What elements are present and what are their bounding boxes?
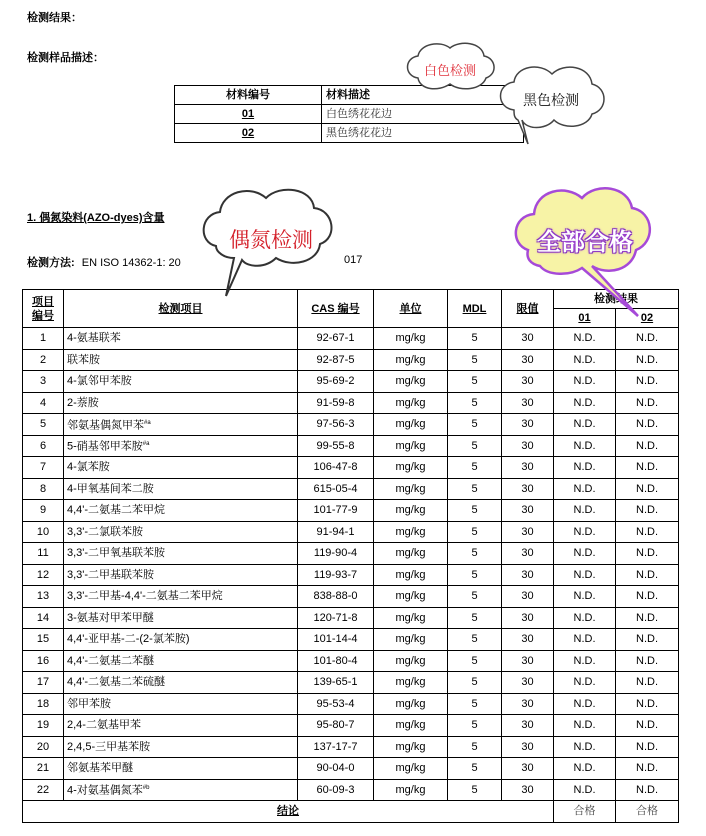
footnote-mark: #a <box>142 441 150 448</box>
row-result-01: N.D. <box>554 414 616 436</box>
row-limit: 30 <box>502 672 554 694</box>
row-result-01: N.D. <box>554 586 616 608</box>
row-limit: 30 <box>502 779 554 801</box>
row-mdl: 5 <box>448 414 502 436</box>
row-mdl: 5 <box>448 564 502 586</box>
sample-id: 02 <box>175 124 322 143</box>
row-no: 10 <box>23 521 64 543</box>
row-limit: 30 <box>502 435 554 457</box>
row-no: 13 <box>23 586 64 608</box>
row-item-name: 4-对氨基偶氮苯$^{\#b}$ <box>64 779 298 801</box>
row-cas: 137-17-7 <box>298 736 374 758</box>
row-unit: mg/kg <box>374 435 448 457</box>
row-result-01: N.D. <box>554 693 616 715</box>
row-limit: 30 <box>502 758 554 780</box>
row-cas: 91-59-8 <box>298 392 374 414</box>
col-unit: 单位 <box>374 290 448 328</box>
row-cas: 139-65-1 <box>298 672 374 694</box>
row-unit: mg/kg <box>374 586 448 608</box>
row-unit: mg/kg <box>374 693 448 715</box>
row-item-name: 5-硝基邻甲苯胺$^{\#a}$ <box>64 435 298 457</box>
table-row <box>23 349 679 371</box>
row-result-02: N.D. <box>616 500 679 522</box>
row-no: 22 <box>23 779 64 801</box>
col-mdl: MDL <box>448 290 502 328</box>
row-item-name: 4-氯苯胺 <box>64 457 298 479</box>
row-result-02: N.D. <box>616 650 679 672</box>
row-cas: 101-14-4 <box>298 629 374 651</box>
row-result-02: N.D. <box>616 715 679 737</box>
row-no: 2 <box>23 349 64 371</box>
row-mdl: 5 <box>448 629 502 651</box>
callout-all-pass <box>510 180 660 320</box>
col-result-02: 02 <box>616 309 679 328</box>
row-mdl: 5 <box>448 736 502 758</box>
table-row <box>23 457 679 479</box>
row-mdl: 5 <box>448 779 502 801</box>
row-limit: 30 <box>502 349 554 371</box>
row-unit: mg/kg <box>374 629 448 651</box>
row-no: 1 <box>23 328 64 350</box>
result-heading: 检测结果： <box>27 12 82 24</box>
col-item-no: 项目 编号 <box>23 290 64 328</box>
row-mdl: 5 <box>448 521 502 543</box>
method-text-b: 017 <box>344 254 363 266</box>
row-result-02: N.D. <box>616 543 679 565</box>
row-item-name: 2-萘胺 <box>64 392 298 414</box>
row-mdl: 5 <box>448 500 502 522</box>
conclusion-label: 结论 <box>23 801 554 823</box>
row-item-name: 3,3'-二甲基-4,4'-二氨基二苯甲烷 <box>64 586 298 608</box>
row-cas: 120-71-8 <box>298 607 374 629</box>
row-result-01: N.D. <box>554 457 616 479</box>
row-result-01: N.D. <box>554 543 616 565</box>
table-row <box>23 564 679 586</box>
row-unit: mg/kg <box>374 715 448 737</box>
row-result-02: N.D. <box>616 328 679 350</box>
row-no: 3 <box>23 371 64 393</box>
row-item-name: 4,4'-二氨基二苯硫醚 <box>64 672 298 694</box>
row-result-02: N.D. <box>616 457 679 479</box>
row-unit: mg/kg <box>374 564 448 586</box>
row-mdl: 5 <box>448 349 502 371</box>
row-result-02: N.D. <box>616 435 679 457</box>
col-cas: CAS 编号 <box>298 290 374 328</box>
row-limit: 30 <box>502 564 554 586</box>
row-item-name: 3,3'-二甲基联苯胺 <box>64 564 298 586</box>
table-row <box>23 328 679 350</box>
table-row <box>23 758 679 780</box>
row-unit: mg/kg <box>374 478 448 500</box>
table-row <box>23 478 679 500</box>
row-limit: 30 <box>502 414 554 436</box>
conclusion-row <box>23 801 679 823</box>
row-item-name: 邻甲苯胺 <box>64 693 298 715</box>
azo-results-table <box>22 289 679 823</box>
footnote-mark: #a <box>144 419 151 426</box>
row-limit: 30 <box>502 521 554 543</box>
section-title: 1. 偶氮染料(AZO-dyes)含量 <box>27 212 165 224</box>
row-result-01: N.D. <box>554 758 616 780</box>
row-item-name: 4-氯邻甲苯胺 <box>64 371 298 393</box>
method-text-a: EN ISO 14362-1: 20 <box>81 257 181 269</box>
table-row <box>23 543 679 565</box>
sample-id: 01 <box>175 105 322 124</box>
row-result-01: N.D. <box>554 650 616 672</box>
row-limit: 30 <box>502 500 554 522</box>
row-mdl: 5 <box>448 478 502 500</box>
row-item-name: 4,4'-亚甲基-二-(2-氯苯胺) <box>64 629 298 651</box>
col-result-01: 01 <box>554 309 616 328</box>
row-cas: 101-77-9 <box>298 500 374 522</box>
row-mdl: 5 <box>448 586 502 608</box>
row-result-01: N.D. <box>554 478 616 500</box>
row-result-01: N.D. <box>554 736 616 758</box>
callout-white <box>400 38 500 96</box>
row-no: 14 <box>23 607 64 629</box>
row-cas: 106-47-8 <box>298 457 374 479</box>
row-no: 11 <box>23 543 64 565</box>
sample-row <box>175 105 524 124</box>
table-row <box>23 715 679 737</box>
row-result-01: N.D. <box>554 564 616 586</box>
row-result-02: N.D. <box>616 607 679 629</box>
row-limit: 30 <box>502 693 554 715</box>
row-mdl: 5 <box>448 457 502 479</box>
row-result-01: N.D. <box>554 607 616 629</box>
row-result-02: N.D. <box>616 392 679 414</box>
row-mdl: 5 <box>448 672 502 694</box>
row-limit: 30 <box>502 650 554 672</box>
row-result-02: N.D. <box>616 736 679 758</box>
row-no: 19 <box>23 715 64 737</box>
row-unit: mg/kg <box>374 414 448 436</box>
row-item-name: 2,4,5-三甲基苯胺 <box>64 736 298 758</box>
sample-desc: 白色绣花花边 <box>322 105 524 124</box>
method-label: 检测方法: <box>27 257 75 269</box>
row-unit: mg/kg <box>374 650 448 672</box>
row-cas: 95-80-7 <box>298 715 374 737</box>
row-unit: mg/kg <box>374 349 448 371</box>
row-item-name: 邻氨基苯甲醚 <box>64 758 298 780</box>
row-result-01: N.D. <box>554 392 616 414</box>
table-row <box>23 521 679 543</box>
row-no: 5 <box>23 414 64 436</box>
sample-desc: 黑色绣花花边 <box>322 124 524 143</box>
table-row <box>23 672 679 694</box>
table-row <box>23 586 679 608</box>
row-result-02: N.D. <box>616 371 679 393</box>
col-result: 检测结果 <box>554 290 679 309</box>
row-result-02: N.D. <box>616 629 679 651</box>
callout-all-pass-text: 全部合格 <box>537 228 633 256</box>
row-unit: mg/kg <box>374 736 448 758</box>
sample-row <box>175 124 524 143</box>
row-no: 4 <box>23 392 64 414</box>
row-unit: mg/kg <box>374 371 448 393</box>
row-mdl: 5 <box>448 758 502 780</box>
row-mdl: 5 <box>448 435 502 457</box>
callout-azo <box>196 180 346 300</box>
row-cas: 97-56-3 <box>298 414 374 436</box>
row-item-name: 2,4-二氨基甲苯 <box>64 715 298 737</box>
row-result-02: N.D. <box>616 672 679 694</box>
row-result-01: N.D. <box>554 500 616 522</box>
row-unit: mg/kg <box>374 328 448 350</box>
row-limit: 30 <box>502 629 554 651</box>
row-no: 6 <box>23 435 64 457</box>
row-limit: 30 <box>502 607 554 629</box>
row-cas: 119-93-7 <box>298 564 374 586</box>
row-result-01: N.D. <box>554 715 616 737</box>
callout-azo-text: 偶氮检测 <box>229 228 313 252</box>
row-no: 20 <box>23 736 64 758</box>
row-no: 18 <box>23 693 64 715</box>
row-unit: mg/kg <box>374 543 448 565</box>
row-unit: mg/kg <box>374 779 448 801</box>
row-cas: 92-67-1 <box>298 328 374 350</box>
row-mdl: 5 <box>448 392 502 414</box>
col-item: 检测项目 <box>64 290 298 328</box>
sample-desc-heading: 检测样品描述： <box>27 52 104 64</box>
row-item-name: 3,3'-二甲氧基联苯胺 <box>64 543 298 565</box>
conclusion-r2: 合格 <box>616 801 679 823</box>
row-limit: 30 <box>502 736 554 758</box>
table-row <box>23 779 679 801</box>
row-limit: 30 <box>502 586 554 608</box>
row-cas: 119-90-4 <box>298 543 374 565</box>
col-limit: 限值 <box>502 290 554 328</box>
table-body <box>23 328 679 801</box>
row-no: 8 <box>23 478 64 500</box>
row-no: 16 <box>23 650 64 672</box>
row-result-01: N.D. <box>554 672 616 694</box>
table-row <box>23 629 679 651</box>
row-result-02: N.D. <box>616 586 679 608</box>
row-cas: 615-05-4 <box>298 478 374 500</box>
row-mdl: 5 <box>448 715 502 737</box>
table-row <box>23 392 679 414</box>
row-no: 17 <box>23 672 64 694</box>
row-item-name: 联苯胺 <box>64 349 298 371</box>
row-mdl: 5 <box>448 693 502 715</box>
table-row <box>23 435 679 457</box>
row-result-02: N.D. <box>616 564 679 586</box>
row-unit: mg/kg <box>374 392 448 414</box>
table-row <box>23 607 679 629</box>
row-cas: 92-87-5 <box>298 349 374 371</box>
row-mdl: 5 <box>448 650 502 672</box>
table-row <box>23 693 679 715</box>
row-result-01: N.D. <box>554 328 616 350</box>
callout-white-text: 白色检测 <box>423 64 476 79</box>
row-result-02: N.D. <box>616 758 679 780</box>
row-cas: 91-94-1 <box>298 521 374 543</box>
table-row <box>23 371 679 393</box>
row-result-01: N.D. <box>554 779 616 801</box>
table-row <box>23 736 679 758</box>
row-unit: mg/kg <box>374 607 448 629</box>
table-row <box>23 414 679 436</box>
table-row <box>23 650 679 672</box>
row-result-02: N.D. <box>616 693 679 715</box>
row-item-name: 3-氨基对甲苯甲醚 <box>64 607 298 629</box>
col-material-id: 材料编号 <box>175 86 322 105</box>
row-limit: 30 <box>502 371 554 393</box>
row-cas: 90-04-0 <box>298 758 374 780</box>
row-unit: mg/kg <box>374 672 448 694</box>
row-item-name: 邻氨基偶氮甲苯$^{\#a}$ <box>64 414 298 436</box>
row-result-01: N.D. <box>554 435 616 457</box>
row-result-01: N.D. <box>554 521 616 543</box>
row-unit: mg/kg <box>374 457 448 479</box>
row-cas: 101-80-4 <box>298 650 374 672</box>
footnote-mark: #b <box>142 785 150 792</box>
row-no: 12 <box>23 564 64 586</box>
row-cas: 838-88-0 <box>298 586 374 608</box>
row-result-01: N.D. <box>554 629 616 651</box>
row-cas: 95-69-2 <box>298 371 374 393</box>
callout-black <box>492 60 610 148</box>
row-item-name: 4,4'-二氨基二苯甲烷 <box>64 500 298 522</box>
callout-black-text: 黑色检测 <box>523 93 579 109</box>
row-no: 9 <box>23 500 64 522</box>
row-result-02: N.D. <box>616 521 679 543</box>
row-cas: 95-53-4 <box>298 693 374 715</box>
row-mdl: 5 <box>448 328 502 350</box>
row-item-name: 4-甲氧基间苯二胺 <box>64 478 298 500</box>
row-no: 15 <box>23 629 64 651</box>
row-limit: 30 <box>502 457 554 479</box>
method-line <box>27 254 181 270</box>
row-limit: 30 <box>502 543 554 565</box>
row-cas: 60-09-3 <box>298 779 374 801</box>
row-cas: 99-55-8 <box>298 435 374 457</box>
conclusion-r1: 合格 <box>554 801 616 823</box>
row-no: 21 <box>23 758 64 780</box>
row-item-name: 4-氨基联苯 <box>64 328 298 350</box>
row-mdl: 5 <box>448 543 502 565</box>
col-material-desc: 材料描述 <box>322 86 524 105</box>
row-limit: 30 <box>502 328 554 350</box>
row-mdl: 5 <box>448 371 502 393</box>
row-unit: mg/kg <box>374 521 448 543</box>
row-item-name: 4,4'-二氨基二苯醚 <box>64 650 298 672</box>
row-limit: 30 <box>502 715 554 737</box>
row-item-name: 3,3'-二氯联苯胺 <box>64 521 298 543</box>
table-row <box>23 500 679 522</box>
row-result-02: N.D. <box>616 478 679 500</box>
row-limit: 30 <box>502 392 554 414</box>
row-result-02: N.D. <box>616 414 679 436</box>
row-result-01: N.D. <box>554 349 616 371</box>
row-no: 7 <box>23 457 64 479</box>
row-result-01: N.D. <box>554 371 616 393</box>
row-unit: mg/kg <box>374 758 448 780</box>
row-limit: 30 <box>502 478 554 500</box>
row-result-02: N.D. <box>616 349 679 371</box>
row-unit: mg/kg <box>374 500 448 522</box>
row-mdl: 5 <box>448 607 502 629</box>
row-result-02: N.D. <box>616 779 679 801</box>
